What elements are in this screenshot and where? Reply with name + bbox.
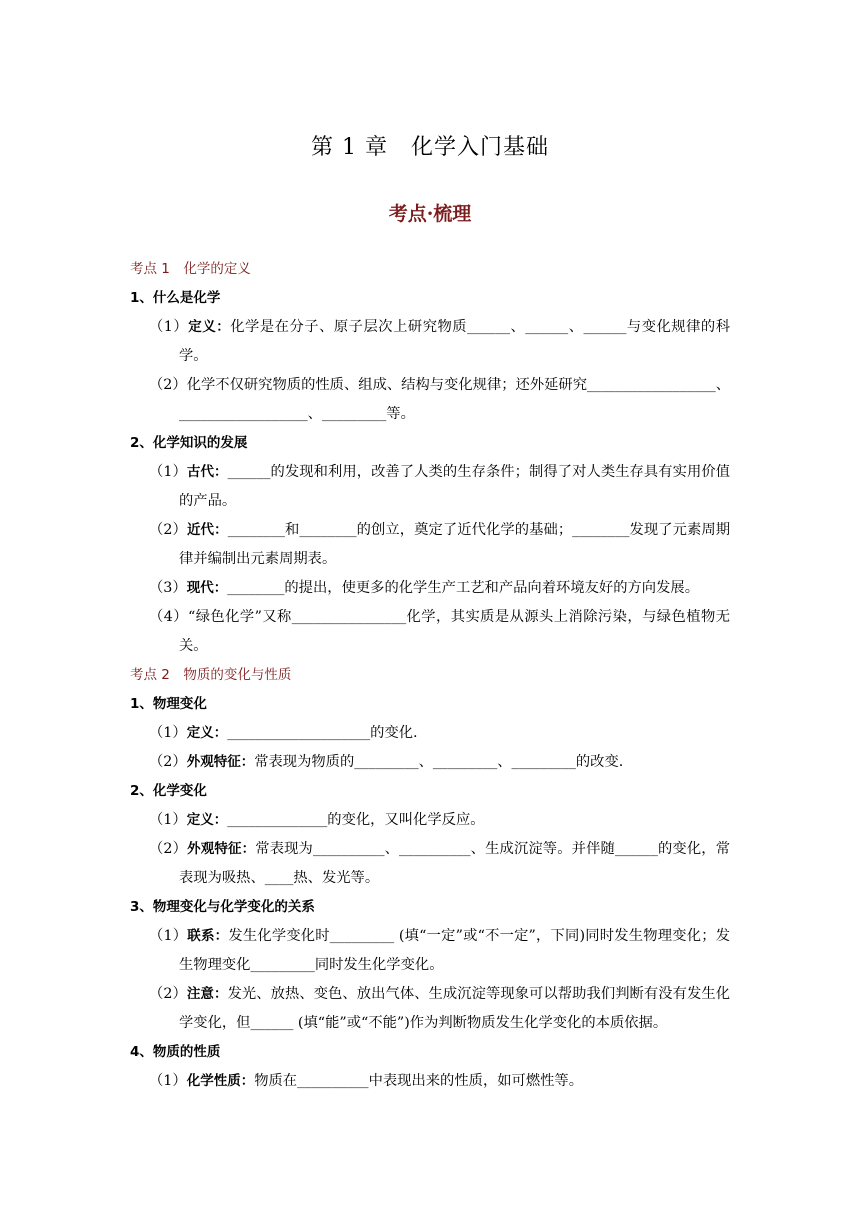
item-text: 常表现为__________、__________、生成沉淀等。并伴随______的变化，常表现为吸热、____热、发光等。 xyxy=(179,841,730,886)
item-text: 常表现为物质的_________、_________、_________的改变. xyxy=(254,754,624,770)
item-label: 近代： xyxy=(186,522,228,538)
list-item xyxy=(130,458,730,516)
item-text: ____________________的变化. xyxy=(227,725,418,741)
list-item xyxy=(130,922,730,980)
item-number: （2） xyxy=(149,522,187,538)
item-number: （3） xyxy=(149,580,187,596)
item-text: 发光、放热、变色、放出气体、生成沉淀等现象可以帮助我们判断有没有发生化学变化，但______ (填“能”或“不能”)作为判断物质发生化学变化的本质依据。 xyxy=(179,986,730,1031)
list-item: （2）化学不仅研究物质的性质、组成、结构与变化规律；还外延研究__________________、__________________、_________等。 xyxy=(149,377,730,422)
item-number: （2） xyxy=(149,841,188,857)
subheading: 1、什么是化学 xyxy=(130,290,221,306)
item-number: （2） xyxy=(149,754,187,770)
subheading: 2、化学变化 xyxy=(130,783,207,799)
list-item xyxy=(130,516,730,574)
item-number: （1） xyxy=(149,812,187,828)
item-text: ________和________的创立，奠定了近代化学的基础；________发现了元素周期律并编制出元素周期表。 xyxy=(179,522,731,567)
item-number: （1） xyxy=(149,319,189,335)
topic-heading: 考点 2 物质的变化与性质 xyxy=(130,667,292,683)
item-label: 注意： xyxy=(186,986,228,1002)
item-number: （1） xyxy=(149,1073,187,1089)
item-label: 外观特征： xyxy=(186,754,255,770)
item-text: ______________的变化，又叫化学反应。 xyxy=(227,812,485,828)
item-label: 化学性质： xyxy=(186,1073,255,1089)
item-number: （1） xyxy=(149,725,187,741)
item-label: 联系： xyxy=(187,928,229,944)
item-text: 发生化学变化时_________ (填“一定”或“不一定”，下同)同时发生物理变化；发生物理变化_________同时发生化学变化。 xyxy=(179,928,730,973)
item-number: （1） xyxy=(149,928,188,944)
document-body xyxy=(130,255,730,1096)
item-label: 定义： xyxy=(186,812,228,828)
list-item xyxy=(130,835,730,893)
list-item xyxy=(130,980,730,1038)
subheading: 2、化学知识的发展 xyxy=(130,435,248,451)
list-item xyxy=(130,313,730,371)
list-item xyxy=(130,748,730,777)
list-item xyxy=(130,719,730,748)
item-text: ________的提出，使更多的化学生产工艺和产品向着环境友好的方向发展。 xyxy=(227,580,699,596)
list-item xyxy=(130,574,730,603)
item-label: 外观特征： xyxy=(187,841,256,857)
subheading: 4、物质的性质 xyxy=(130,1044,221,1060)
item-number: （2） xyxy=(149,986,187,1002)
item-text: 化学是在分子、原子层次上研究物质______、______、______与变化规律的科学。 xyxy=(179,319,731,364)
list-item xyxy=(130,1067,730,1096)
item-label: 现代： xyxy=(186,580,228,596)
item-label: 定义： xyxy=(188,319,231,335)
chapter-title: 第 1 章 化学入门基础 xyxy=(311,135,549,160)
item-label: 定义： xyxy=(186,725,228,741)
item-number: （1） xyxy=(149,464,187,480)
topic-heading: 考点 1 化学的定义 xyxy=(130,261,251,277)
list-item xyxy=(130,806,730,835)
section-title: 考点·梳理 xyxy=(388,203,472,225)
item-label: 古代： xyxy=(186,464,228,480)
item-text: ______的发现和利用，改善了人类的生存条件；制得了对人类生存具有实用价值的产品。 xyxy=(179,464,731,509)
item-text: 物质在__________中表现出来的性质，如可燃性等。 xyxy=(254,1073,584,1089)
list-item: （4）“绿色化学”又称________________化学，其实质是从源头上消除污染，与绿色植物无关。 xyxy=(149,609,730,654)
subheading: 3、物理变化与化学变化的关系 xyxy=(130,899,315,915)
subheading: 1、物理变化 xyxy=(130,696,207,712)
